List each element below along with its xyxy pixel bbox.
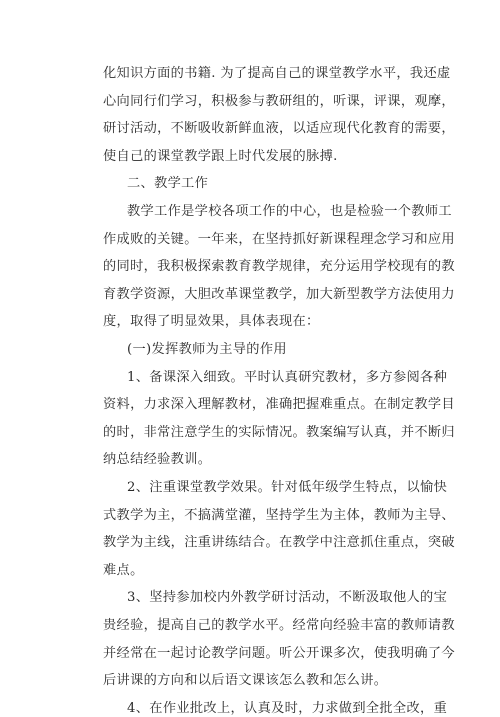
- section-heading-teaching-work: 二、教学工作: [127, 176, 209, 192]
- text-line-8: 的同时，我积极探索教育教学规律，充分运用学校现有的教: [103, 259, 455, 275]
- text-line-3: 研讨活动，不断吸收新鲜血液，以适应现代化教育的需要，: [103, 121, 455, 137]
- text-line-17: 式教学为主，不搞满堂灌，坚持学生为主体，教师为主导、: [103, 507, 455, 523]
- text-line-22: 并经常在一起讨论教学问题。听公开课多次，使我明确了今: [103, 645, 455, 661]
- text-line-21: 贵经验，提高自己的教学水平。经常向经验丰富的教师请教: [103, 618, 455, 633]
- text-line-20: 3、坚持参加校内外教学研讨活动，不断汲取他人的宝: [127, 590, 448, 606]
- text-line-24: 4、在作业批改上，认真及时，力求做到全批全改，重: [127, 700, 448, 716]
- text-line-14: 的时，非常注意学生的实际情况。教案编写认真，并不断归: [103, 424, 455, 440]
- text-line-2: 心向同行们学习，积极参与教研组的，听课，评课，观摩，: [103, 93, 455, 109]
- text-line-1: 化知识方面的书籍. 为了提高自己的课堂教学水平，我还虚: [103, 66, 451, 81]
- text-line-18: 教学为主线，注重讲练结合。在教学中注意抓住重点，突破: [103, 535, 455, 551]
- text-line-23: 后讲课的方向和以后语文课该怎么教和怎么讲。: [103, 673, 388, 689]
- text-line-7: 作成败的关键。一年来，在坚持抓好新课程理念学习和应用: [103, 231, 455, 247]
- text-line-13: 资料，力求深入理解教材，准确把握难重点。在制定教学目: [103, 397, 455, 413]
- text-line-15: 纳总结经验教训。: [103, 452, 212, 468]
- text-line-16: 2、注重课堂教学效果。针对低年级学生特点，以愉快: [127, 480, 448, 495]
- text-line-10: 度，取得了明显效果，具体表现在：: [103, 314, 320, 330]
- text-line-9: 育教学资源，大胆改革课堂教学，加大新型教学方法使用力: [103, 286, 455, 302]
- subsection-heading-teacher-role: (一)发挥教师为主导的作用: [127, 342, 287, 357]
- text-line-6: 教学工作是学校各项工作的中心，也是检验一个教师工: [127, 204, 452, 219]
- text-line-19: 难点。: [103, 562, 144, 578]
- text-line-12: 1、备课深入细致。平时认真研究教材，多方参阅各种: [127, 369, 448, 385]
- text-line-4: 使自己的课堂教学跟上时代发展的脉搏.: [103, 148, 338, 164]
